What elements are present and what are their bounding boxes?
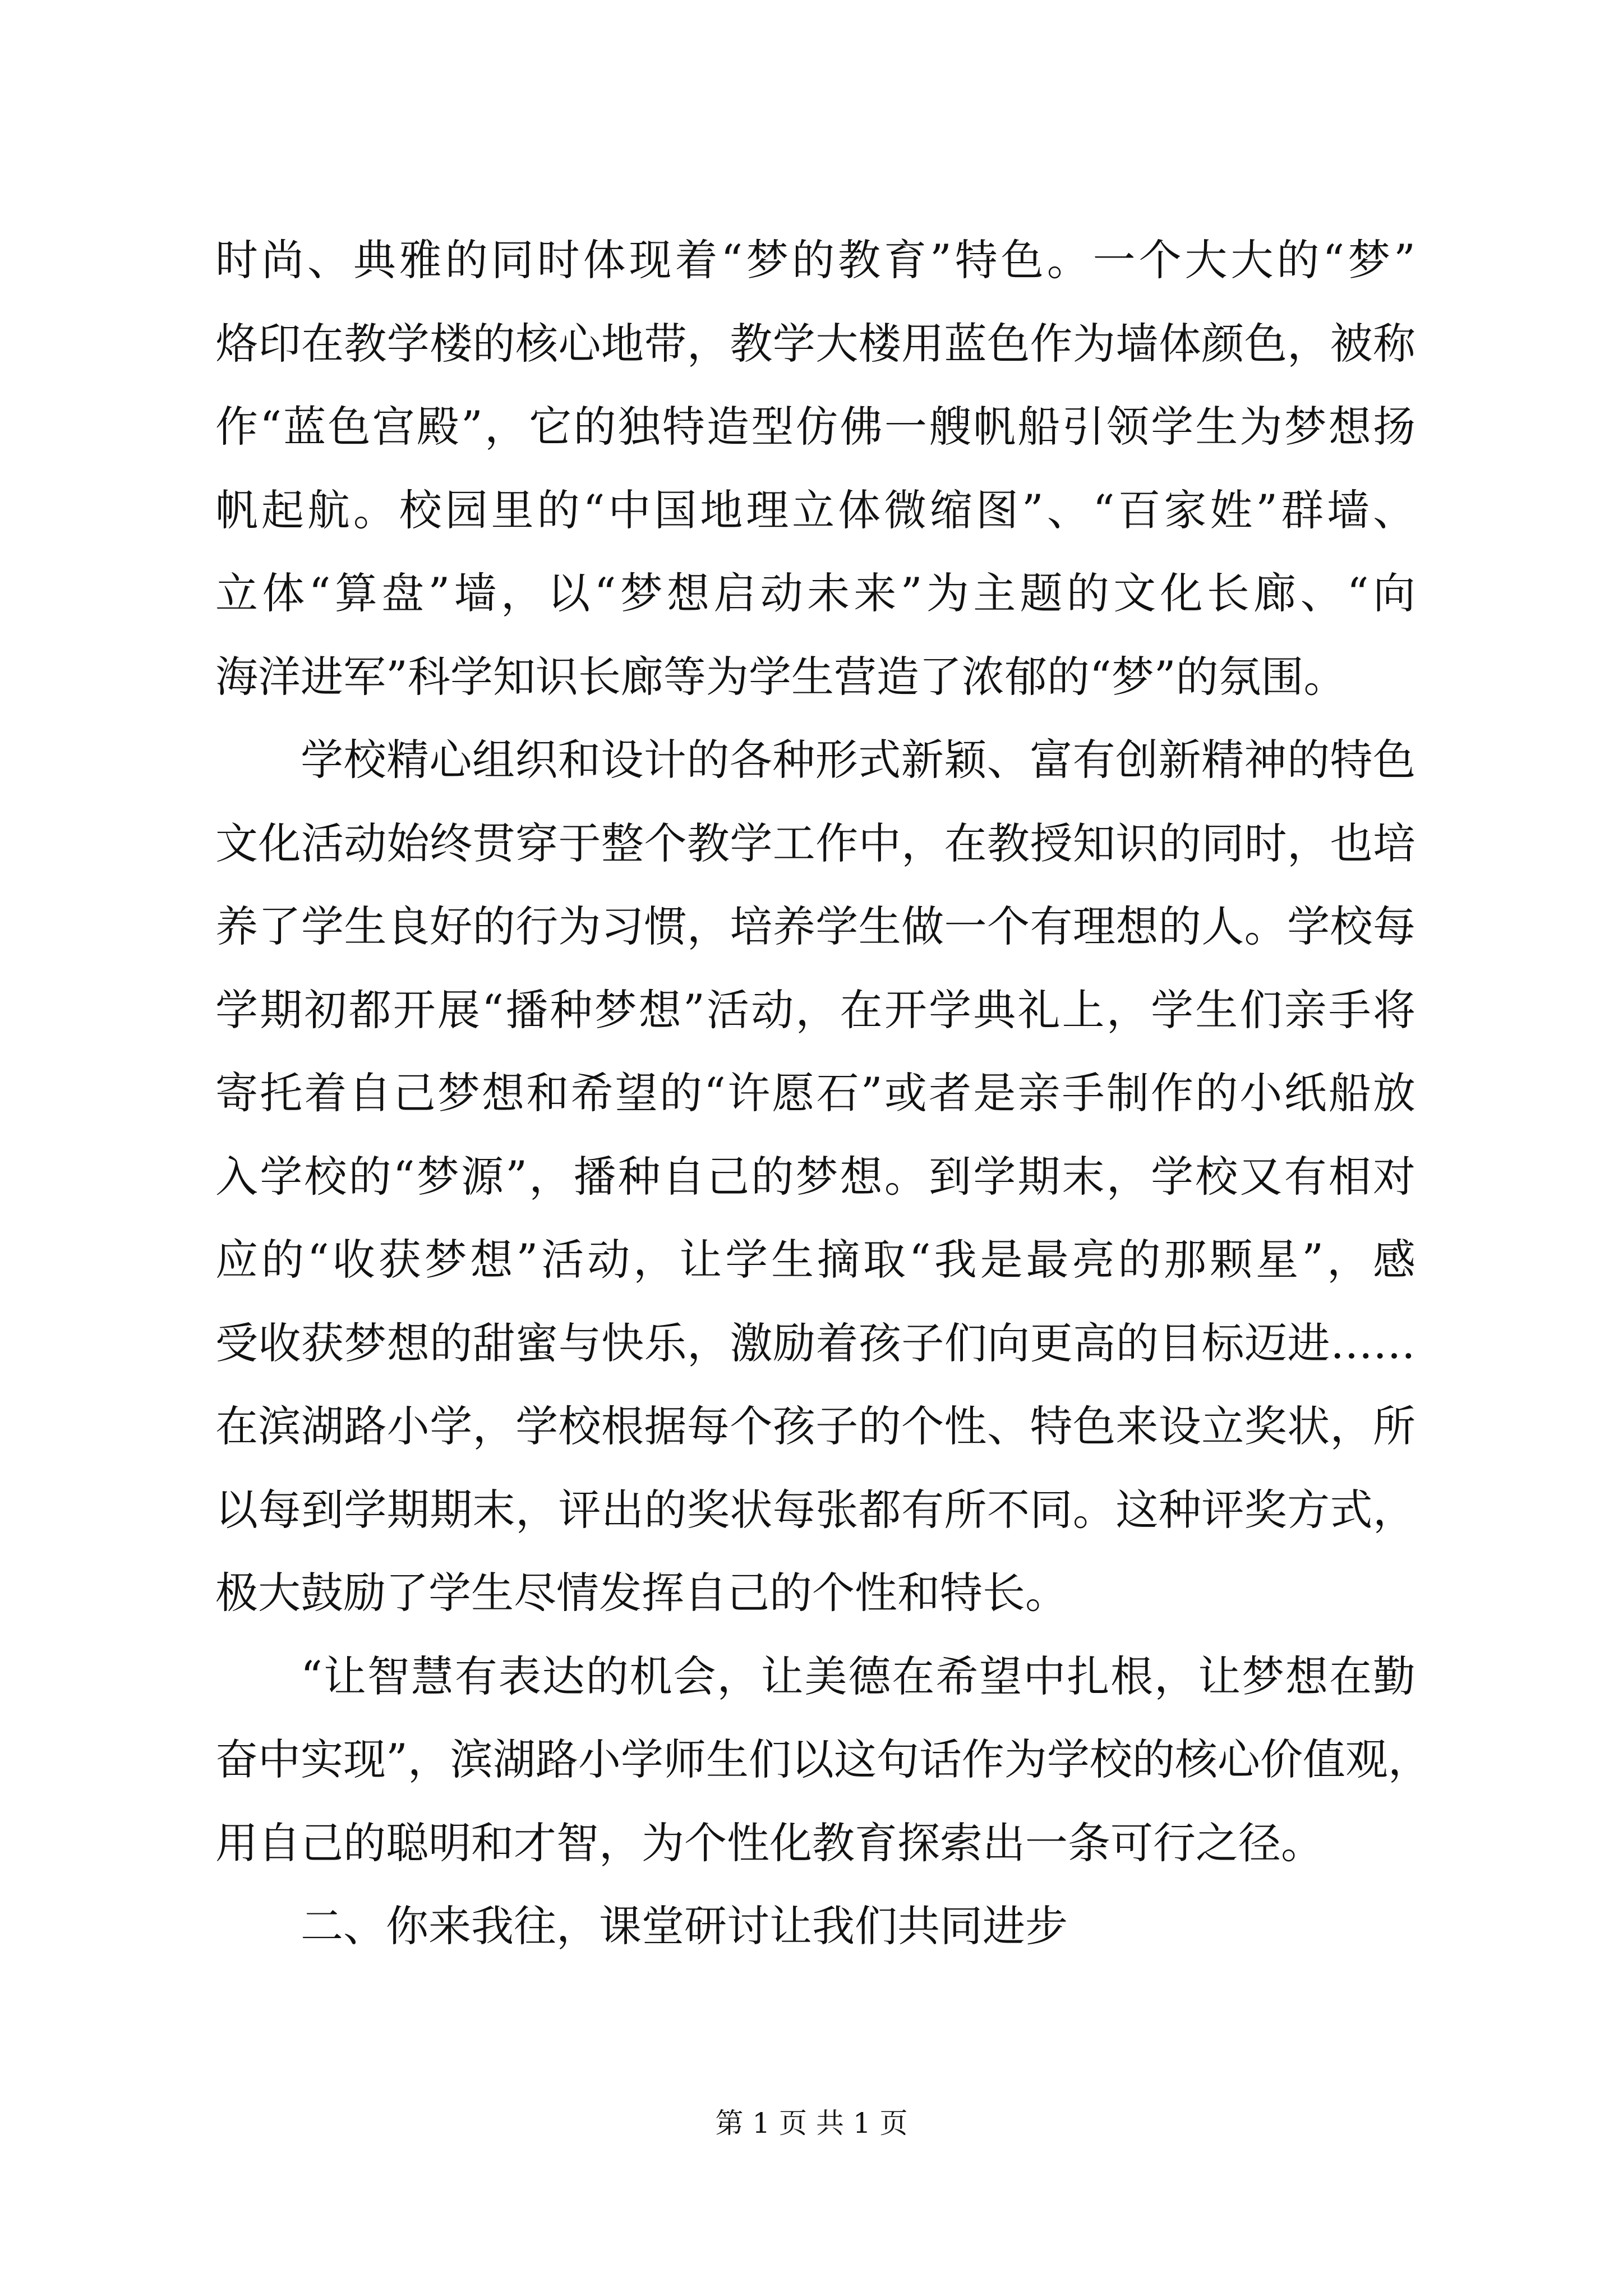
text-line: 应的“收获梦想”活动，让学生摘取“我是最亮的那颗星”，感 (215, 1235, 1415, 1285)
text-line: 时尚、典雅的同时体现着“梦的教育”特色。一个大大的“梦” (215, 235, 1415, 285)
text-line: 养了学生良好的行为习惯，培养学生做一个有理想的人。学校每 (215, 901, 1415, 951)
text-line: 以每到学期期末，评出的奖状每张都有所不同。这种评奖方式， (215, 1484, 1415, 1535)
document-body (215, 219, 1431, 1968)
text-line: 作“蓝色宫殿”，它的独特造型仿佛一艘帆船引领学生为梦想扬 (215, 402, 1415, 452)
text-line: 帆起航。校园里的“中国地理立体微缩图”、“百家姓”群墙、 (215, 485, 1415, 535)
text-line: 用自己的聪明和才智，为个性化教育探索出一条可行之径。 (215, 1818, 1324, 1868)
text-line: 奋中实现”，滨湖路小学师生们以这句话作为学校的核心价值观， (215, 1734, 1431, 1784)
section-heading: 二、你来我往，课堂研讨让我们共同进步 (301, 1901, 1068, 1951)
paragraph-first-line: 学校精心组织和设计的各种形式新颖、富有创新精神的特色 (301, 735, 1415, 785)
text-line: 寄托着自己梦想和希望的“许愿石”或者是亲手制作的小纸船放 (215, 1068, 1415, 1118)
text-line: 受收获梦想的甜蜜与快乐，激励着孩子们向更高的目标迈进…… (215, 1318, 1415, 1368)
text-line: 立体“算盘”墙，以“梦想启动未来”为主题的文化长廊、“向 (215, 568, 1415, 618)
text-line: 在滨湖路小学，学校根据每个孩子的个性、特色来设立奖状，所 (215, 1401, 1415, 1451)
text-line: 海洋进军”科学知识长廊等为学生营造了浓郁的“梦”的氛围。 (215, 651, 1347, 702)
text-line: 极大鼓励了学生尽情发挥自己的个性和特长。 (215, 1568, 1068, 1618)
paragraph-first-line: “让智慧有表达的机会，让美德在希望中扎根，让梦想在勤 (301, 1651, 1415, 1701)
text-line: 烙印在教学楼的核心地带，教学大楼用蓝色作为墙体颜色，被称 (215, 318, 1415, 369)
page-footer: 第 1 页 共 1 页 (715, 2107, 908, 2139)
text-line: 入学校的“梦源”，播种自己的梦想。到学期末，学校又有相对 (215, 1151, 1415, 1202)
text-line: 学期初都开展“播种梦想”活动，在开学典礼上，学生们亲手将 (215, 984, 1415, 1035)
text-line: 文化活动始终贯穿于整个教学工作中，在教授知识的同时，也培 (215, 818, 1415, 868)
